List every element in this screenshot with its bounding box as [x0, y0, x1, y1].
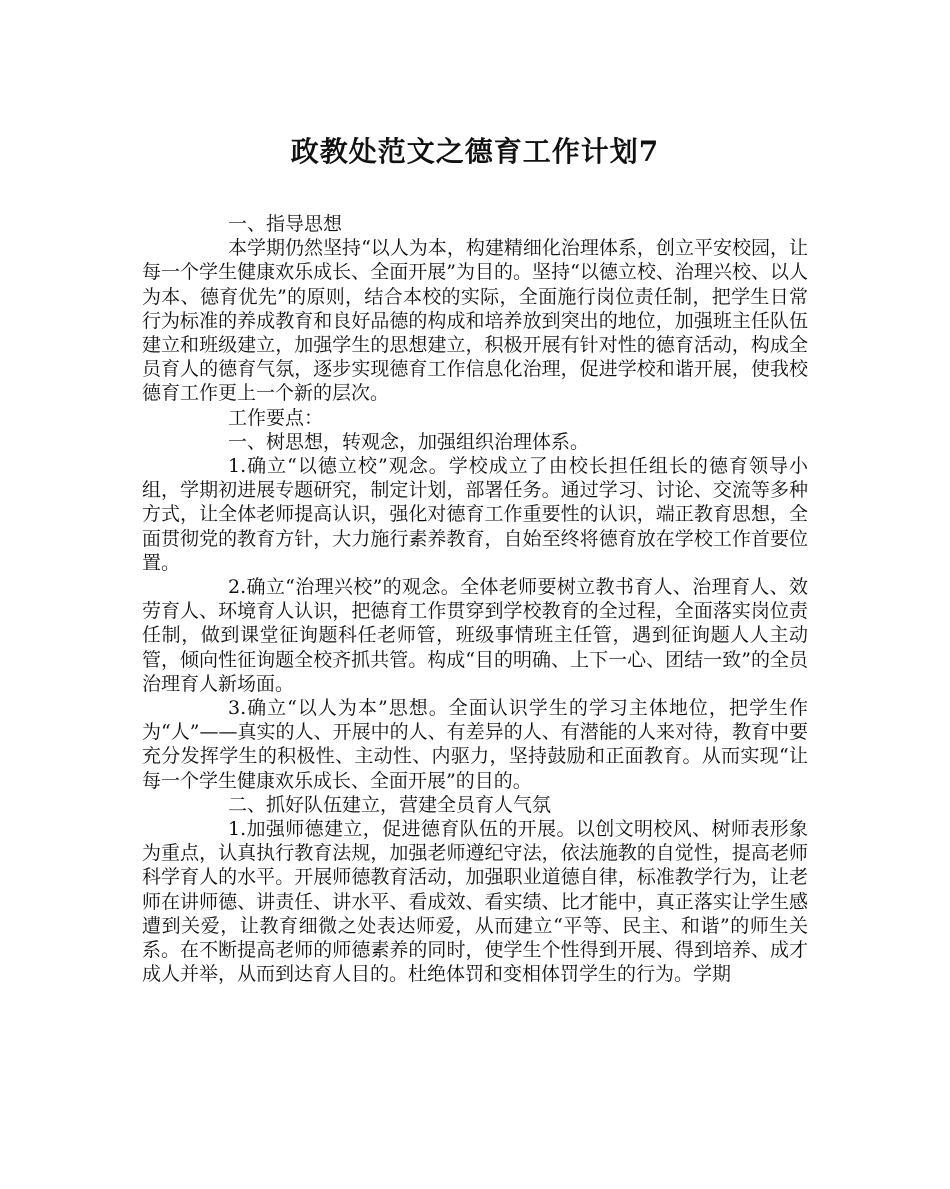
paragraph-teacher-ethics: 1.加强师德建立，促进德育队伍的开展。以创文明校风、树师表形象为重点，认真执行教育法规，加强老师遵纪守法，依法施教的自觉性，提高老师科学育人的水平。开展师德教育活动，加强职业道德自律，标准教学行为，让老师在讲师德、讲责任、讲水平、看成效、看实绩、比才能中，真正落实让学生感遭到关爱，让教育细微之处表达师爱，从而建立“平等、民主、和谐”的师生关系。在不断提高老师的师德素养的同时，使学生个性得到开展、得到培养、成才成人并举，从而到达育人目的。杜绝体罚和变相体罚学生的行为。学期	[142, 818, 808, 986]
paragraph-item-1: 1.确立“以德立校”观念。学校成立了由校长担任组长的德育领导小组，学期初进展专题研究，制定计划，部署任务。通过学习、讨论、交流等多种方式，让全体老师提高认识，强化对德育工作重要性的认识，端正教育思想，全面贯彻党的教育方针，大力施行素养教育，自始至终将德育放在学校工作首要位置。	[142, 455, 808, 574]
heading-work-points: 工作要点：	[228, 406, 324, 429]
document-title: 政教处范文之德育工作计划7	[290, 135, 660, 168]
paragraph-item-3: 3.确立“以人为本”思想。全面认识学生的学习主体地位，把学生作为“人”——真实的人、开展中的人、有差异的人、有潜能的人来对待，教育中要充分发挥学生的积极性、主动性、内驱力，坚持鼓励和正面教育。从而实现“让每一个学生健康欢乐成长、全面开展”的目的。	[142, 697, 808, 792]
section-heading-part-two: 二、抓好队伍建立，营建全员育人气氛	[228, 793, 552, 816]
section-heading-guiding-thought: 一、指导思想	[228, 213, 343, 235]
paragraph-item-2: 2.确立“治理兴校”的观念。全体老师要树立教书育人、治理育人、效劳育人、环境育人认识，把德育工作贯穿到学校教育的全过程，全面落实岗位责任制，做到课堂征询题科任老师管，班级事情班主任管，遇到征询题人人主动管，倾向性征询题全校齐抓共管。构成“目的明确、上下一心、团结一致”的全员治理育人新场面。	[142, 576, 808, 695]
section-heading-part-one: 一、树思想，转观念，加强组织治理体系。	[228, 430, 590, 453]
paragraph-guiding-thought: 本学期仍然坚持“以人为本，构建精细化治理体系，创立平安校园，让每一个学生健康欢乐成长、全面开展”为目的。坚持“以德立校、治理兴校、以人为本、德育优先”的原则，结合本校的实际，全面施行岗位责任制，把学生日常行为标准的养成教育和良好品德的构成和培养放到突出的地位，加强班主任队伍建立和班级建立，加强学生的思想建立，积极开展有针对性的德育活动，构成全员育人的德育气氛，逐步实现德育工作信息化治理，促进学校和谐开展，使我校德育工作更上一个新的层次。	[142, 237, 808, 405]
document-body	[142, 212, 808, 987]
